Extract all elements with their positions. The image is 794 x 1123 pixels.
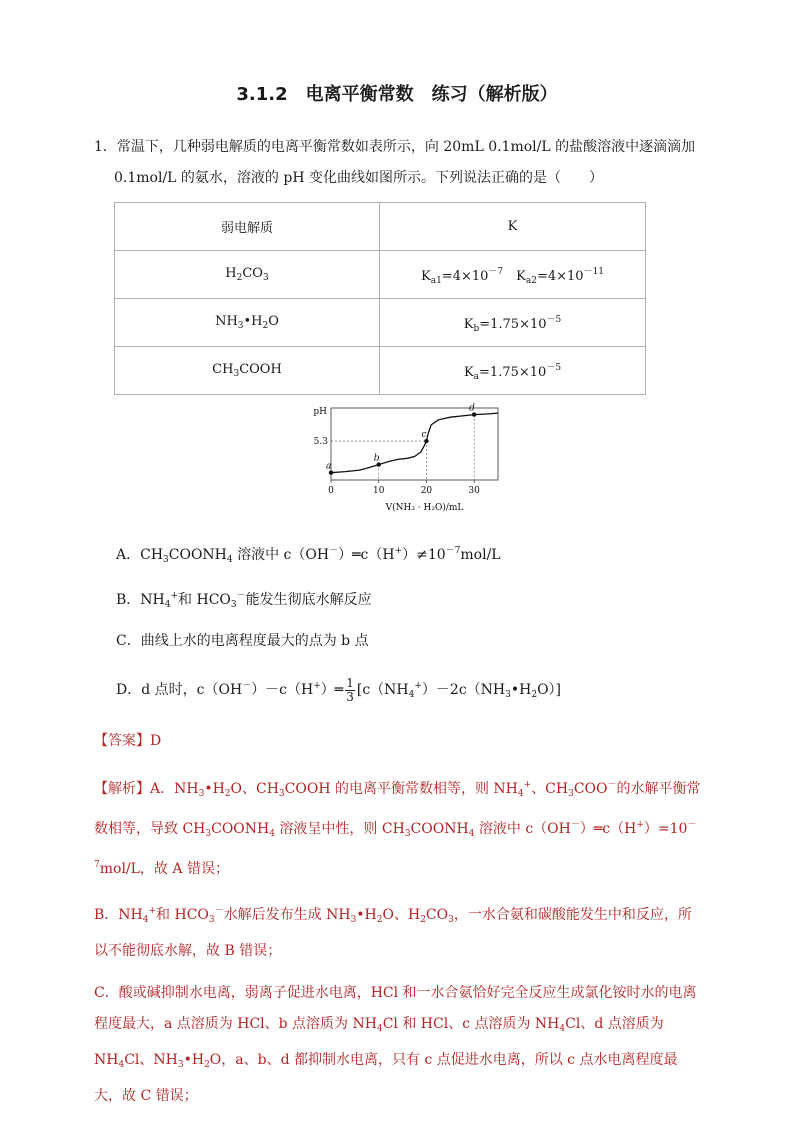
- analysis-paragraph-c: C．酸或碱抑制水电离，弱离子促进水电离，HCl 和一水合氨恰好完全反应生成氯化铵时水的电离程度最大，a 点溶质为 HCl、b 点溶质为 $NH_4Cl$ 和 HCl、c 点溶质为 $NH_4Cl$、d 点溶质为 $NH_4Cl$、$NH_3•H_2O$，a、b、d 都抑制水电离，只有 c 点促进水电离，所以 c 点水电离程度最大，故 C 错误；: [94, 985, 697, 1104]
- page-title: 3.1.2 电离平衡常数 练习（解析版）: [236, 84, 558, 105]
- table-cell-k: $K_a=1.75\times 10^{-5}$: [380, 347, 646, 395]
- option-b: B．$NH_4^+$和 $HCO_3^-$能发生彻底水解反应: [116, 591, 372, 610]
- data-point-label-a: a: [326, 461, 332, 472]
- x-tick-label: 20: [420, 486, 433, 496]
- table-cell-electrolyte: $H_2CO_3$: [115, 251, 380, 299]
- ph-curve-line: [331, 413, 498, 473]
- y-axis-label: pH: [313, 407, 327, 417]
- question-line-1: 1．常温下，几种弱电解质的电离平衡常数如表所示，向 20mL 0.1mol/L 的盐酸溶液中逐滴滴加: [94, 139, 696, 155]
- table-header-cell: 弱电解质: [115, 203, 380, 251]
- data-point-label-d: d: [469, 403, 475, 414]
- x-tick-label: 10: [372, 486, 385, 496]
- ph-titration-chart: [308, 402, 508, 520]
- chart-svg: [308, 402, 508, 520]
- answer: 【答案】D: [94, 733, 162, 749]
- table-cell-electrolyte: $NH_3•H_2O$: [115, 299, 380, 347]
- ionization-constant-table: [114, 202, 646, 395]
- x-tick-label: 0: [328, 486, 334, 496]
- options-list: [116, 540, 716, 720]
- question-line-2: 0.1mol/L 的氨水，溶液的 pH 变化曲线如图所示。下列说法正确的是（ ）: [114, 170, 603, 186]
- fraction-one-third: $\frac{1}{3}$: [346, 675, 354, 704]
- plot-frame: [331, 408, 498, 480]
- option-d: D．d 点时，c（OH－）－c（H+）═ $\frac{1}{3}$ $[c(NH_4^+)-2c(NH_3•H_2O)]$: [116, 675, 562, 704]
- y-tick-label: 5.3: [313, 437, 328, 448]
- analysis: [94, 770, 704, 1123]
- data-point-label-c: c: [421, 430, 427, 441]
- data-point-label-b: b: [373, 453, 380, 464]
- analysis-paragraph-b: B．$NH_4^+$和 $HCO_3^-$水解后发布生成 $NH_3•H_2O$、$H_2CO_3$，一水合氨和碳酸能发生中和反应，所以不能彻底水解，故 B 错误；: [94, 906, 692, 959]
- analysis-paragraph-a: 【解析】A．$NH_3•H_2O$、$CH_3COOH$ 的电离平衡常数相等，则 $NH_4^+$、$CH_3COO^-$的水解平衡常数相等，导致 $CH_3COONH_4$ 溶液呈中性，则 $CH_3COONH_4$ 溶液中 $c(OH^-)═c(H^+)=10^{-7}mol/L$，故 A 错误；: [94, 780, 701, 877]
- x-tick-label: 30: [468, 486, 480, 496]
- table-cell-k: $K_{a1}=4\times 10^{-7}$ $K_{a2}=4\times 10^{-11}$: [380, 251, 646, 299]
- table-row: [115, 251, 646, 299]
- table-header-row: [115, 203, 646, 251]
- question-stem: [94, 132, 704, 194]
- table-cell-electrolyte: $CH_3COOH$: [115, 347, 380, 395]
- option-a: A．$CH_3COONH_4$ 溶液中 $c(OH^-)═c(H^+)\ne 10^{-7}mol/L$: [116, 546, 501, 565]
- table-cell-k: $K_b=1.75\times 10^{-5}$: [380, 299, 646, 347]
- analysis-label: 【解析】: [94, 781, 150, 797]
- x-axis-label: V(NH₃ · H₂O)/mL: [385, 503, 464, 513]
- table-row: [115, 299, 646, 347]
- table-header-cell: K: [380, 203, 646, 251]
- option-c: C．曲线上水的电离程度最大的点为 b 点: [116, 633, 369, 649]
- table-row: [115, 347, 646, 395]
